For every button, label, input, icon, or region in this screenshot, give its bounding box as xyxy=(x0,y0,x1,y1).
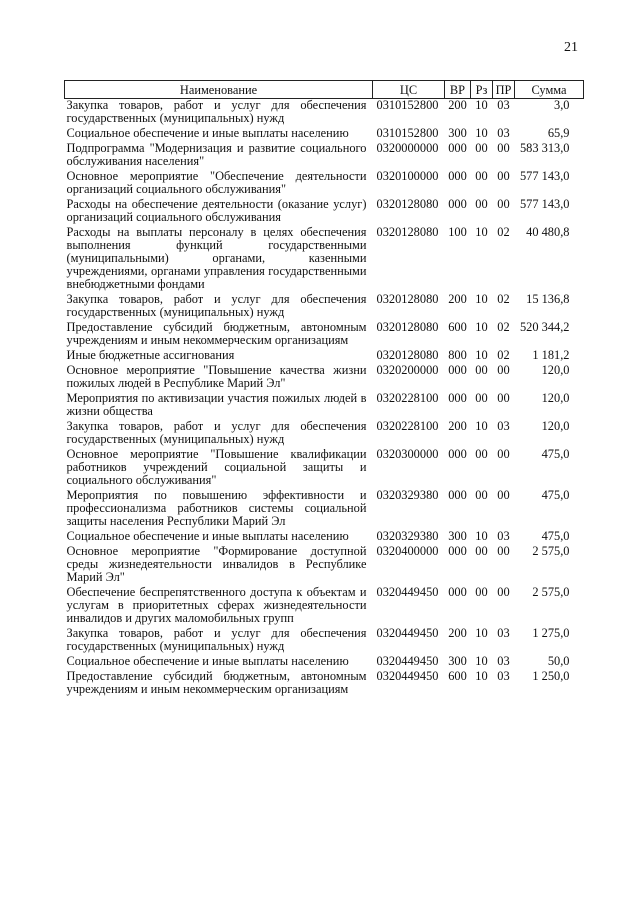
table-row xyxy=(65,127,584,142)
row-rz: 10 xyxy=(475,669,488,683)
row-pr: 00 xyxy=(497,391,510,405)
table-row xyxy=(65,142,584,170)
row-sum: 2 575,0 xyxy=(532,585,570,599)
row-cs: 0320449450 xyxy=(376,585,439,599)
row-vr: 200 xyxy=(448,419,467,433)
row-name: Социальное обеспечение и иные выплаты населению xyxy=(66,126,349,140)
row-sum: 520 344,2 xyxy=(519,320,570,334)
row-sum: 583 313,0 xyxy=(519,141,570,155)
row-cs: 0320329380 xyxy=(376,488,439,502)
table-row xyxy=(65,321,584,349)
row-cs: 0320329380 xyxy=(376,529,439,543)
row-vr: 300 xyxy=(448,126,467,140)
table-row xyxy=(65,170,584,198)
row-pr: 00 xyxy=(497,169,510,183)
row-sum: 50,0 xyxy=(547,654,570,668)
row-rz: 10 xyxy=(475,419,488,433)
table-row xyxy=(65,545,584,586)
row-name: Основное мероприятие "Обеспечение деятельности организаций социального обслуживания" xyxy=(66,169,367,196)
row-vr: 200 xyxy=(448,292,467,306)
row-rz: 10 xyxy=(475,126,488,140)
row-pr: 03 xyxy=(497,529,510,543)
row-pr: 03 xyxy=(497,669,510,683)
row-cs: 0320000000 xyxy=(376,141,439,155)
row-cs: 0310152800 xyxy=(376,126,439,140)
row-cs: 0320449450 xyxy=(376,669,439,683)
row-name: Социальное обеспечение и иные выплаты населению xyxy=(66,654,349,668)
table-row xyxy=(65,420,584,448)
table-row xyxy=(65,586,584,627)
row-name: Расходы на выплаты персоналу в целях обеспечения выполнения функций государственными (муниципальными) органами, казенными учреждениями, органами управления государственными внебюджетными фондами xyxy=(66,225,367,291)
table-row xyxy=(65,99,584,128)
table-row xyxy=(65,226,584,293)
row-cs: 0320128080 xyxy=(376,292,439,306)
table-row xyxy=(65,655,584,670)
header-name: Наименование xyxy=(65,81,373,99)
row-cs: 0320300000 xyxy=(376,447,439,461)
table-row xyxy=(65,489,584,530)
page-number: 21 xyxy=(564,40,578,55)
row-vr: 000 xyxy=(448,488,467,502)
row-name: Закупка товаров, работ и услуг для обеспечения государственных (муниципальных) нужд xyxy=(66,98,367,125)
row-name: Мероприятия по активизации участия пожилых людей в жизни общества xyxy=(66,391,367,418)
row-sum: 1 250,0 xyxy=(532,669,570,683)
header-sum: Сумма xyxy=(515,81,584,99)
row-pr: 03 xyxy=(497,654,510,668)
row-rz: 10 xyxy=(475,98,488,112)
row-name: Предоставление субсидий бюджетным, автономным учреждениям и иным некоммерческим организациям xyxy=(66,669,367,696)
row-rz: 00 xyxy=(475,363,488,377)
table-row xyxy=(65,392,584,420)
header-rz: Рз xyxy=(471,81,493,99)
row-sum: 120,0 xyxy=(541,391,570,405)
row-name: Обеспечение беспрепятственного доступа к объектам и услугам в приоритетных сферах жизнедеятельности инвалидов и других маломобильных групп xyxy=(66,585,367,625)
row-vr: 200 xyxy=(448,98,467,112)
row-name: Подпрограмма "Модернизация и развитие социального обслуживания населения" xyxy=(66,141,367,168)
row-vr: 600 xyxy=(448,320,467,334)
row-name: Социальное обеспечение и иные выплаты населению xyxy=(66,529,349,543)
row-cs: 0320128080 xyxy=(376,225,439,239)
row-name: Закупка товаров, работ и услуг для обеспечения государственных (муниципальных) нужд xyxy=(66,626,367,653)
row-rz: 10 xyxy=(475,225,488,239)
table-row xyxy=(65,349,584,364)
table-row xyxy=(65,530,584,545)
row-cs: 0320449450 xyxy=(376,626,439,640)
row-cs: 0320449450 xyxy=(376,654,439,668)
row-pr: 00 xyxy=(497,141,510,155)
header-pr: ПР xyxy=(493,81,515,99)
row-pr: 02 xyxy=(497,348,510,362)
row-cs: 0320400000 xyxy=(376,544,439,558)
row-cs: 0320200000 xyxy=(376,363,439,377)
row-name: Мероприятия по повышению эффективности и профессионализма работников системы социальной защиты населения Республики Марий Эл xyxy=(66,488,367,528)
header-cs: ЦС xyxy=(373,81,445,99)
row-pr: 00 xyxy=(497,447,510,461)
row-vr: 000 xyxy=(448,391,467,405)
table-row xyxy=(65,627,584,655)
row-pr: 00 xyxy=(497,197,510,211)
row-sum: 1 275,0 xyxy=(532,626,570,640)
header-vr: ВР xyxy=(445,81,471,99)
row-vr: 000 xyxy=(448,169,467,183)
row-name: Закупка товаров, работ и услуг для обеспечения государственных (муниципальных) нужд xyxy=(66,292,367,319)
row-sum: 475,0 xyxy=(541,488,570,502)
row-sum: 577 143,0 xyxy=(519,197,570,211)
row-vr: 200 xyxy=(448,626,467,640)
row-sum: 1 181,2 xyxy=(532,348,570,362)
row-pr: 00 xyxy=(497,363,510,377)
row-pr: 00 xyxy=(497,585,510,599)
row-rz: 00 xyxy=(475,544,488,558)
row-name: Закупка товаров, работ и услуг для обеспечения государственных (муниципальных) нужд xyxy=(66,419,367,446)
row-rz: 10 xyxy=(475,348,488,362)
row-pr: 00 xyxy=(497,488,510,502)
row-sum: 15 136,8 xyxy=(526,292,570,306)
row-pr: 03 xyxy=(497,98,510,112)
row-pr: 03 xyxy=(497,626,510,640)
row-vr: 000 xyxy=(448,447,467,461)
table-header-row xyxy=(65,81,584,99)
row-pr: 03 xyxy=(497,419,510,433)
row-sum: 577 143,0 xyxy=(519,169,570,183)
row-vr: 000 xyxy=(448,141,467,155)
row-name: Основное мероприятие "Повышение квалификации работников учреждений социальной защиты и социального обслуживания" xyxy=(66,447,367,487)
row-rz: 00 xyxy=(475,488,488,502)
row-cs: 0320228100 xyxy=(376,391,439,405)
row-vr: 000 xyxy=(448,363,467,377)
row-pr: 02 xyxy=(497,292,510,306)
row-pr: 02 xyxy=(497,225,510,239)
row-rz: 00 xyxy=(475,141,488,155)
row-sum: 120,0 xyxy=(541,363,570,377)
row-name: Предоставление субсидий бюджетным, автономным учреждениям и иным некоммерческим организациям xyxy=(66,320,367,347)
row-cs: 0320228100 xyxy=(376,419,439,433)
row-vr: 100 xyxy=(448,225,467,239)
row-rz: 00 xyxy=(475,197,488,211)
table-row xyxy=(65,364,584,392)
row-name: Основное мероприятие "Формирование доступной среды жизнедеятельности инвалидов в Республике Марий Эл" xyxy=(66,544,367,584)
row-vr: 300 xyxy=(448,654,467,668)
row-vr: 000 xyxy=(448,585,467,599)
row-vr: 000 xyxy=(448,197,467,211)
table-row xyxy=(65,448,584,489)
row-sum: 475,0 xyxy=(541,529,570,543)
row-pr: 00 xyxy=(497,544,510,558)
row-rz: 10 xyxy=(475,654,488,668)
row-rz: 00 xyxy=(475,585,488,599)
row-vr: 000 xyxy=(448,544,467,558)
row-name: Основное мероприятие "Повышение качества жизни пожилых людей в Республике Марий Эл" xyxy=(66,363,367,390)
row-sum: 3,0 xyxy=(554,98,570,112)
row-cs: 0320128080 xyxy=(376,348,439,362)
row-sum: 120,0 xyxy=(541,419,570,433)
row-rz: 10 xyxy=(475,292,488,306)
row-rz: 00 xyxy=(475,447,488,461)
row-rz: 10 xyxy=(475,320,488,334)
row-rz: 10 xyxy=(475,529,488,543)
row-vr: 300 xyxy=(448,529,467,543)
row-pr: 02 xyxy=(497,320,510,334)
row-rz: 10 xyxy=(475,626,488,640)
row-rz: 00 xyxy=(475,169,488,183)
row-sum: 475,0 xyxy=(541,447,570,461)
table-row xyxy=(65,670,584,698)
row-cs: 0320100000 xyxy=(376,169,439,183)
row-sum: 2 575,0 xyxy=(532,544,570,558)
row-pr: 03 xyxy=(497,126,510,140)
row-vr: 600 xyxy=(448,669,467,683)
budget-table xyxy=(64,80,584,698)
row-vr: 800 xyxy=(448,348,467,362)
table-row xyxy=(65,198,584,226)
row-cs: 0320128080 xyxy=(376,197,439,211)
table-row xyxy=(65,293,584,321)
row-sum: 40 480,8 xyxy=(526,225,570,239)
table-body xyxy=(65,99,584,699)
row-name: Расходы на обеспечение деятельности (оказание услуг) организаций социального обслуживания xyxy=(66,197,367,224)
row-sum: 65,9 xyxy=(547,126,570,140)
row-cs: 0310152800 xyxy=(376,98,439,112)
row-rz: 00 xyxy=(475,391,488,405)
row-cs: 0320128080 xyxy=(376,320,439,334)
row-name: Иные бюджетные ассигнования xyxy=(66,348,235,362)
